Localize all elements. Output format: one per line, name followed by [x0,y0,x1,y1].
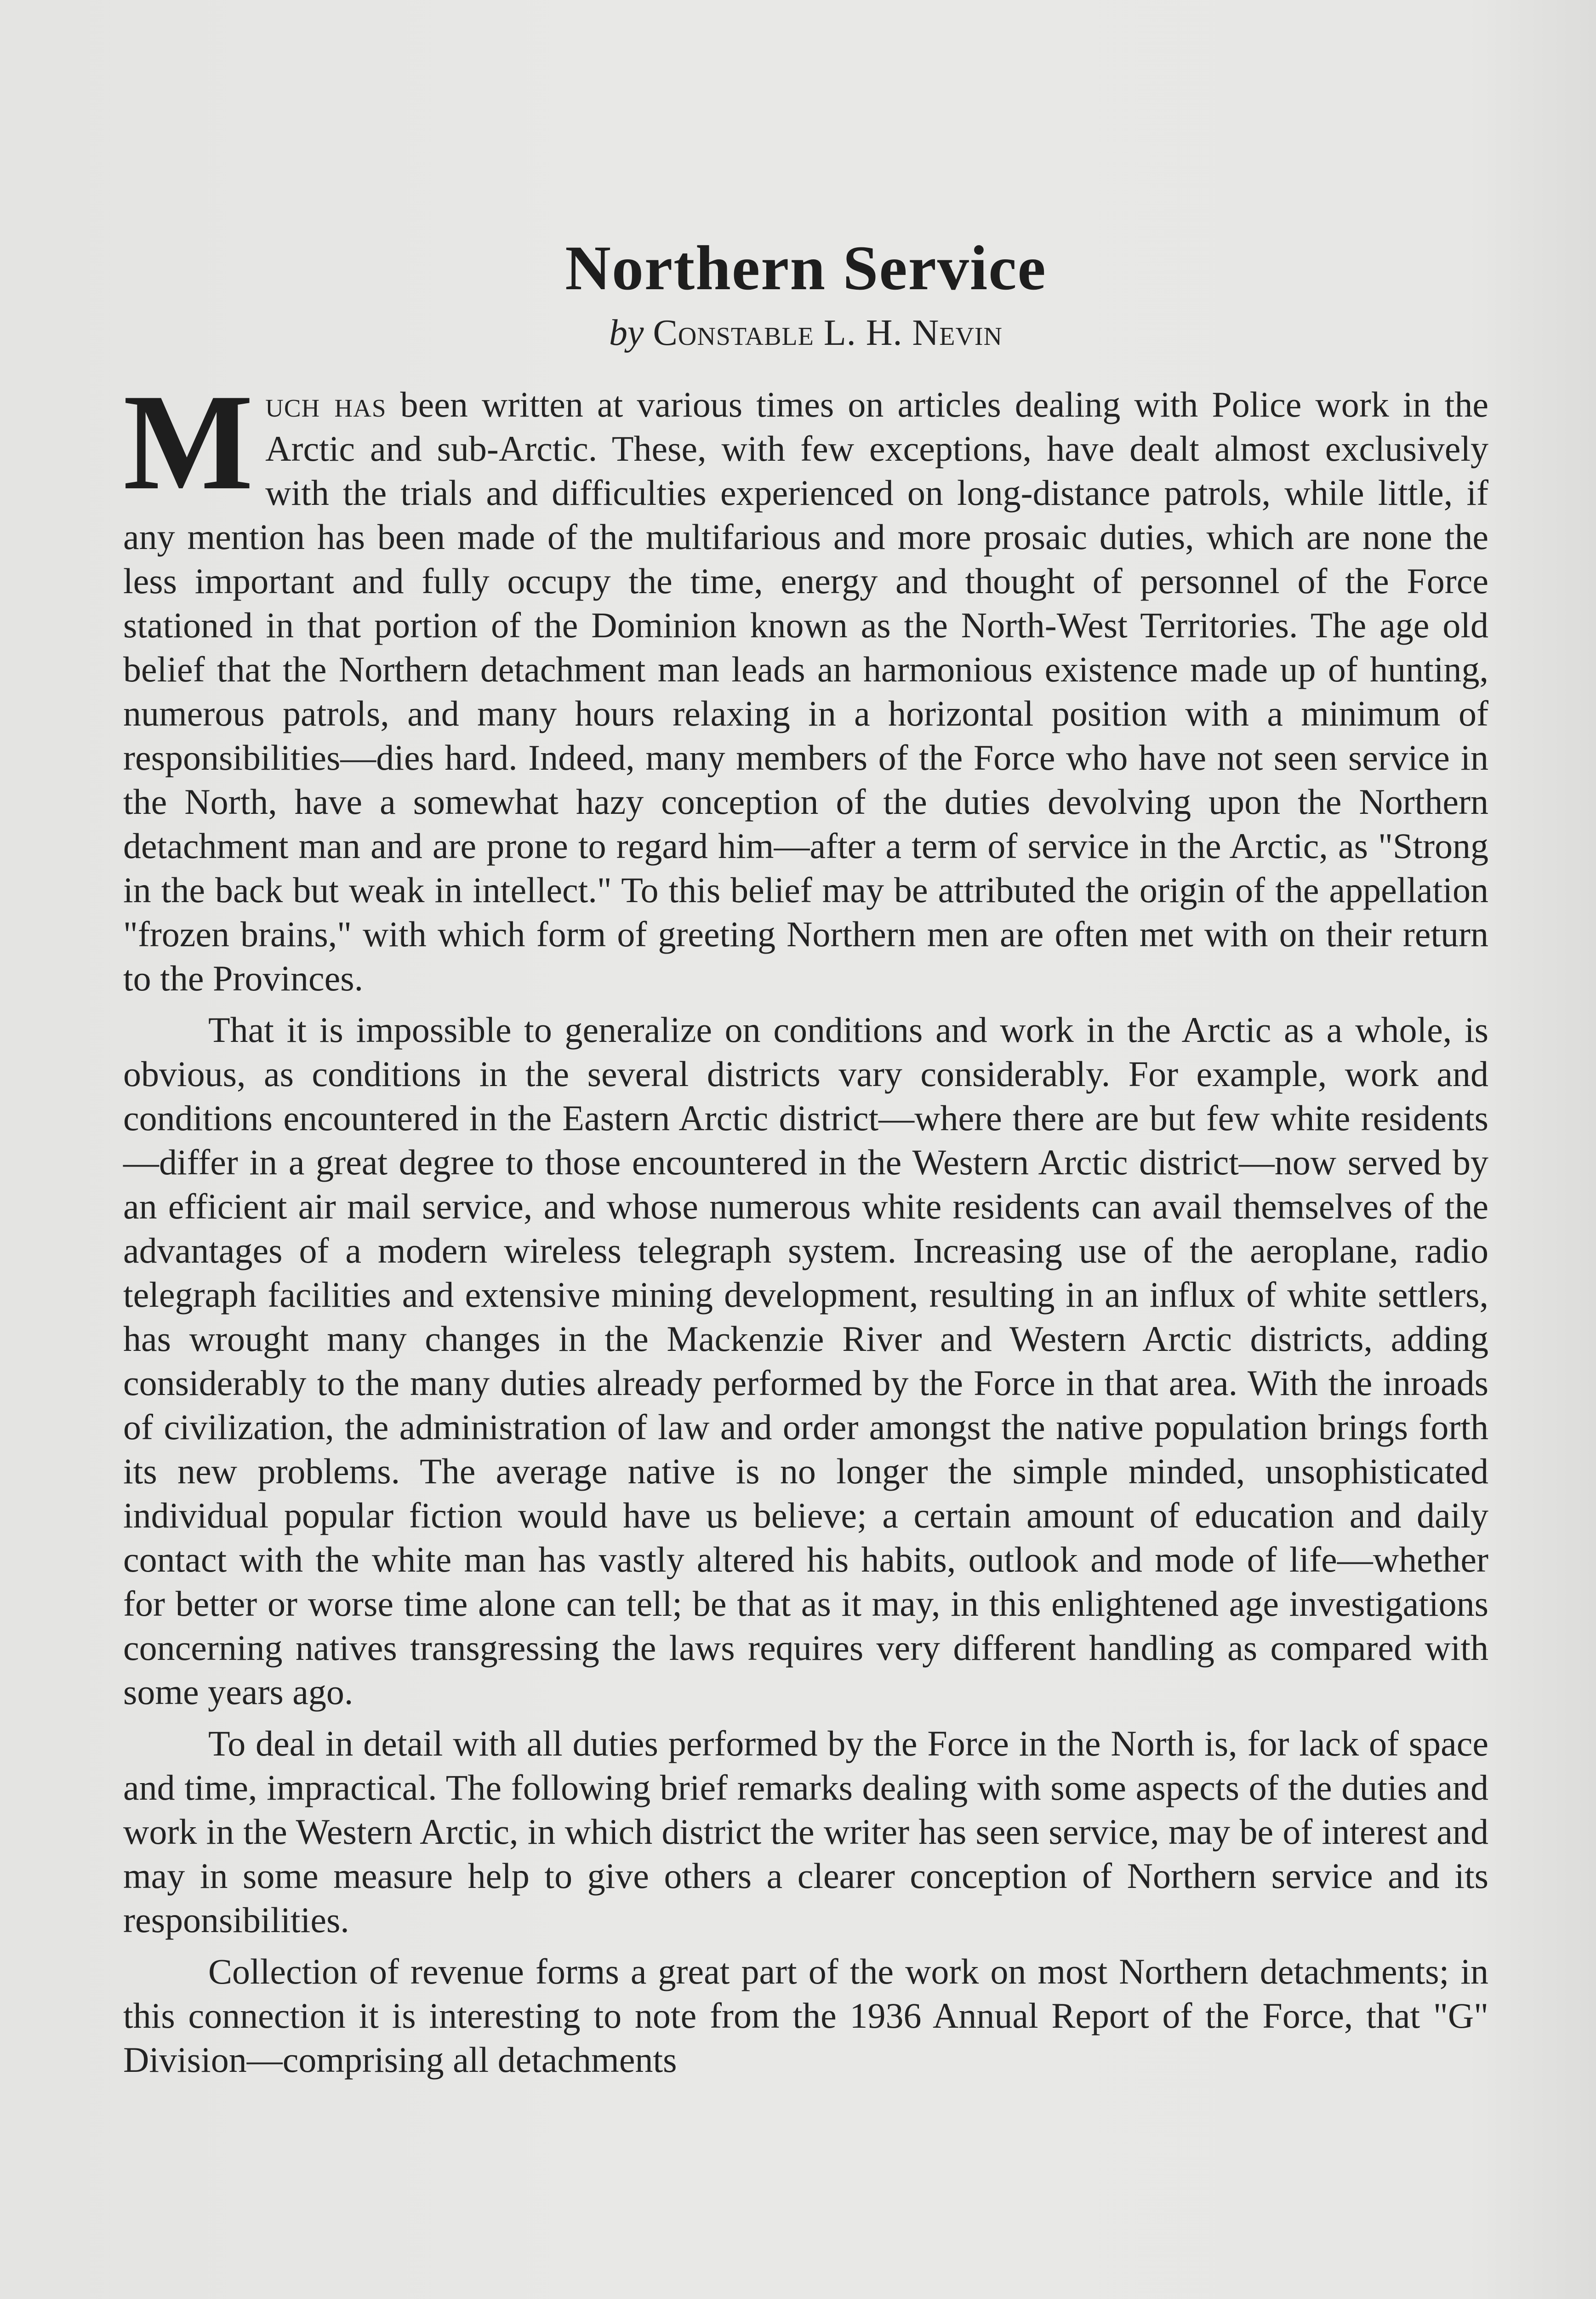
paragraph-2: That it is impossible to generalize on conditions and work in the Arctic as a whole, is obvious, as conditions in the several districts vary considerably. For example, work and conditions encountered in the Eastern Arctic district—where there are but few white residents—differ in a great degree to those encountered in the Western Arctic district—now served by an efficient air mail service, and whose numerous white residents can avail themselves of the advantages of a modern wireless telegraph system. Increasing use of the aeroplane, radio telegraph facilities and extensive mining development, resulting in an influx of white settlers, has wrought many changes in the Mackenzie River and Western Arctic districts, adding considerably to the many duties already performed by the Force in that area. With the inroads of civilization, the administration of law and order amongst the native population brings forth its new problems. The average native is no longer the simple minded, unsophisticated individual popular fiction would have us believe; a certain amount of education and daily contact with the white man has vastly altered his habits, outlook and mode of life—whether for better or worse time alone can tell; be that as it may, in this enlightened age investigations concerning natives transgressing the laws requires very different handling as compared with some years ago. [123,1009,1488,1712]
byline [123,311,1488,355]
article [123,230,1488,2089]
paragraph-1 [123,365,1488,1001]
article-title: Northern Service [565,233,1047,303]
author-name: Constable L. H. Nevin [653,312,1003,353]
lead-words: uch has [265,384,387,424]
byline-prefix: by [609,312,644,353]
paragraph-4: Collection of revenue forms a great part of the work on most Northern detachments; in this connection it is interesting to note from the 1936 Annual Report of the Force, that "G" Division—comprising all detachments [123,1951,1488,2080]
paragraph-3: To deal in detail with all duties performed by the Force in the North is, for lack of space and time, impractical. The following brief remarks dealing with some aspects of the duties and work in the Western Arctic, in which district the writer has seen service, may be of interest and may in some measure help to give others a clearer conception of Northern service and its responsibilities. [123,1723,1488,1940]
drop-cap: M [123,365,254,518]
paragraph-1-text: been written at various times on articles dealing with Police work in the Arctic and sub-Arctic. These, with few exceptions, have dealt almost exclusively with the trials and difficulties experienced on long-distance patrols, while little, if any mention has been made of the multifarious and more prosaic duties, which are none the less important and fully occupy the time, energy and thought of personnel of the Force stationed in that portion of the Dominion known as the North-West Territories. The age old belief that the Northern detachment man leads an harmonious existence made up of hunting, numerous patrols, and many hours relaxing in a horizontal position with a minimum of responsibilities—dies hard. Indeed, many members of the Force who have not seen service in the North, have a somewhat hazy conception of the duties devolving upon the Northern detachment man and are prone to regard him—after a term of service in the Arctic, as "Strong in the back but weak in intellect." To this belief may be attributed the origin of the appellation "frozen brains," with which form of greeting Northern men are often met with on their return to the Provinces. [123,384,1488,998]
